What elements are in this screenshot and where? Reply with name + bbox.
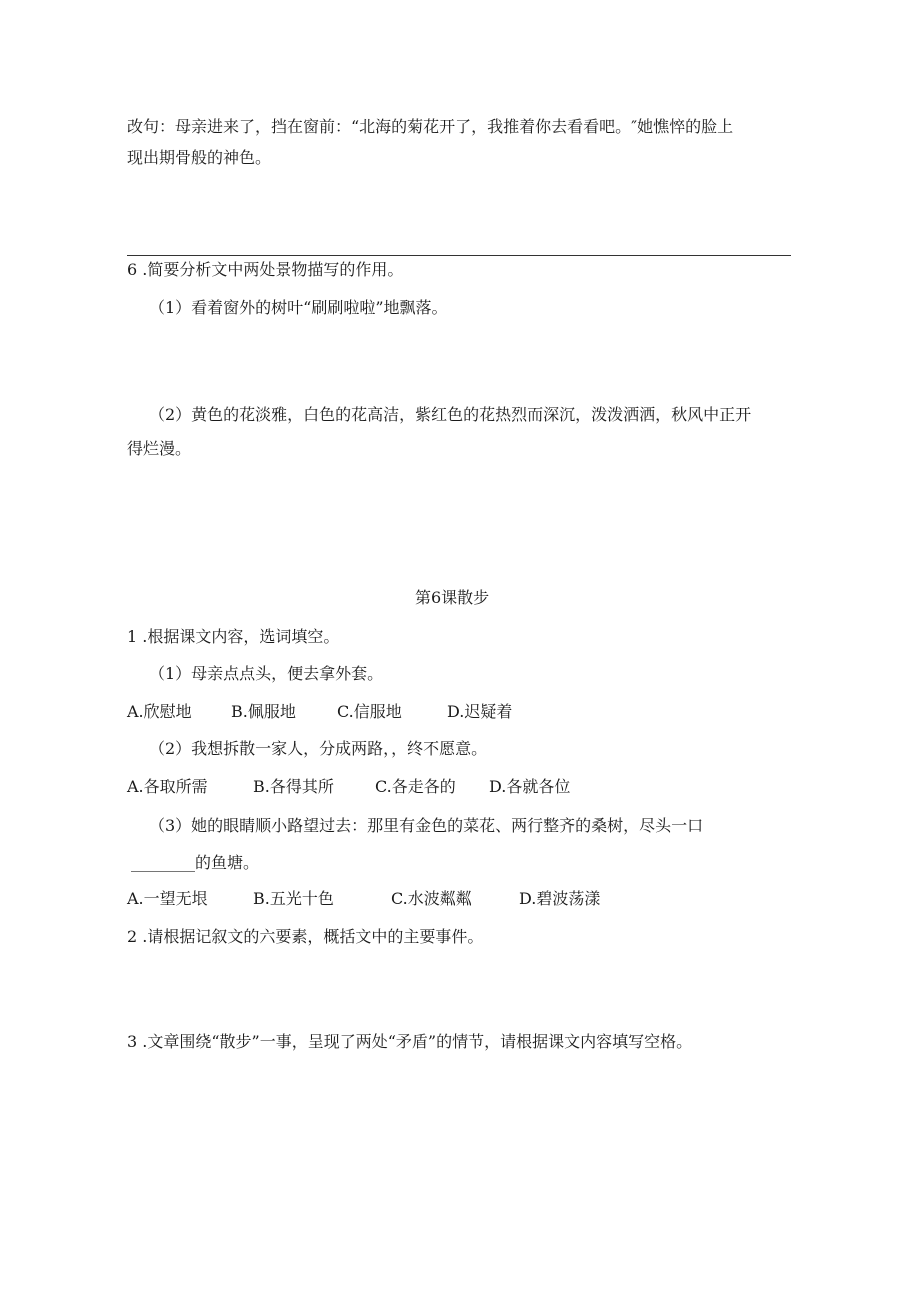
question-1-sub3-options — [127, 888, 600, 910]
question-1-sub3-line2: ________的鱼塘。 — [131, 853, 260, 872]
option-b: B.佩服地 — [231, 702, 296, 721]
question-6-stem: 6 .简要分析文中两处景物描写的作用。 — [127, 260, 404, 279]
question-6-sub2-line2: 得烂漫。 — [127, 439, 192, 458]
question-1-sub1: （1）母亲点点头，便去拿外套。 — [149, 664, 384, 683]
rewrite-sentence-line1: 改句：母亲进来了，挡在窗前：“北海的菊花开了，我推着你去看看吧。″她憔悴的脸上 — [127, 117, 734, 136]
question-3-stem: 3 .文章围绕“散步”一事，呈现了两处“矛盾”的情节，请根据课文内容填写空格。 — [127, 1032, 693, 1051]
option-c: C.水波粼粼 — [391, 889, 472, 908]
question-6-sub2-line1: （2）黄色的花淡雅，白色的花高洁，紫红色的花热烈而深沉，泼泼洒洒，秋风中正开 — [149, 405, 752, 424]
question-6-sub1: （1）看着窗外的树叶“刷刷啦啦”地飘落。 — [149, 298, 448, 317]
option-a: A.欣慰地 — [127, 702, 192, 721]
option-a: A.各取所需 — [127, 777, 208, 796]
option-b: B.各得其所 — [253, 777, 334, 796]
question-2-stem: 2 .请根据记叙文的六要素，概括文中的主要事件。 — [127, 927, 484, 946]
answer-divider-line — [127, 255, 791, 256]
question-1-stem: 1 .根据课文内容，选词填空。 — [127, 627, 340, 646]
option-c: C.各走各的 — [375, 777, 456, 796]
option-d: D.碧波荡漾 — [519, 889, 601, 908]
question-1-sub2: （2）我想拆散一家人，分成两路，，终不愿意。 — [149, 739, 488, 758]
rewrite-sentence-line2: 现出期骨般的神色。 — [127, 148, 272, 167]
question-1-sub1-options — [127, 701, 512, 723]
option-b: B.五光十色 — [253, 889, 334, 908]
option-c: C.信服地 — [337, 702, 402, 721]
option-d: D.迟疑着 — [447, 702, 513, 721]
question-1-sub2-options — [127, 776, 570, 798]
lesson-title: 第6课散步 — [415, 588, 490, 607]
question-1-sub3-line1: （3）她的眼睛顺小路望过去：那里有金色的菜花、两行整齐的桑树，尽头一口 — [149, 816, 704, 835]
option-a: A.一望无垠 — [127, 889, 208, 908]
option-d: D.各就各位 — [489, 777, 571, 796]
